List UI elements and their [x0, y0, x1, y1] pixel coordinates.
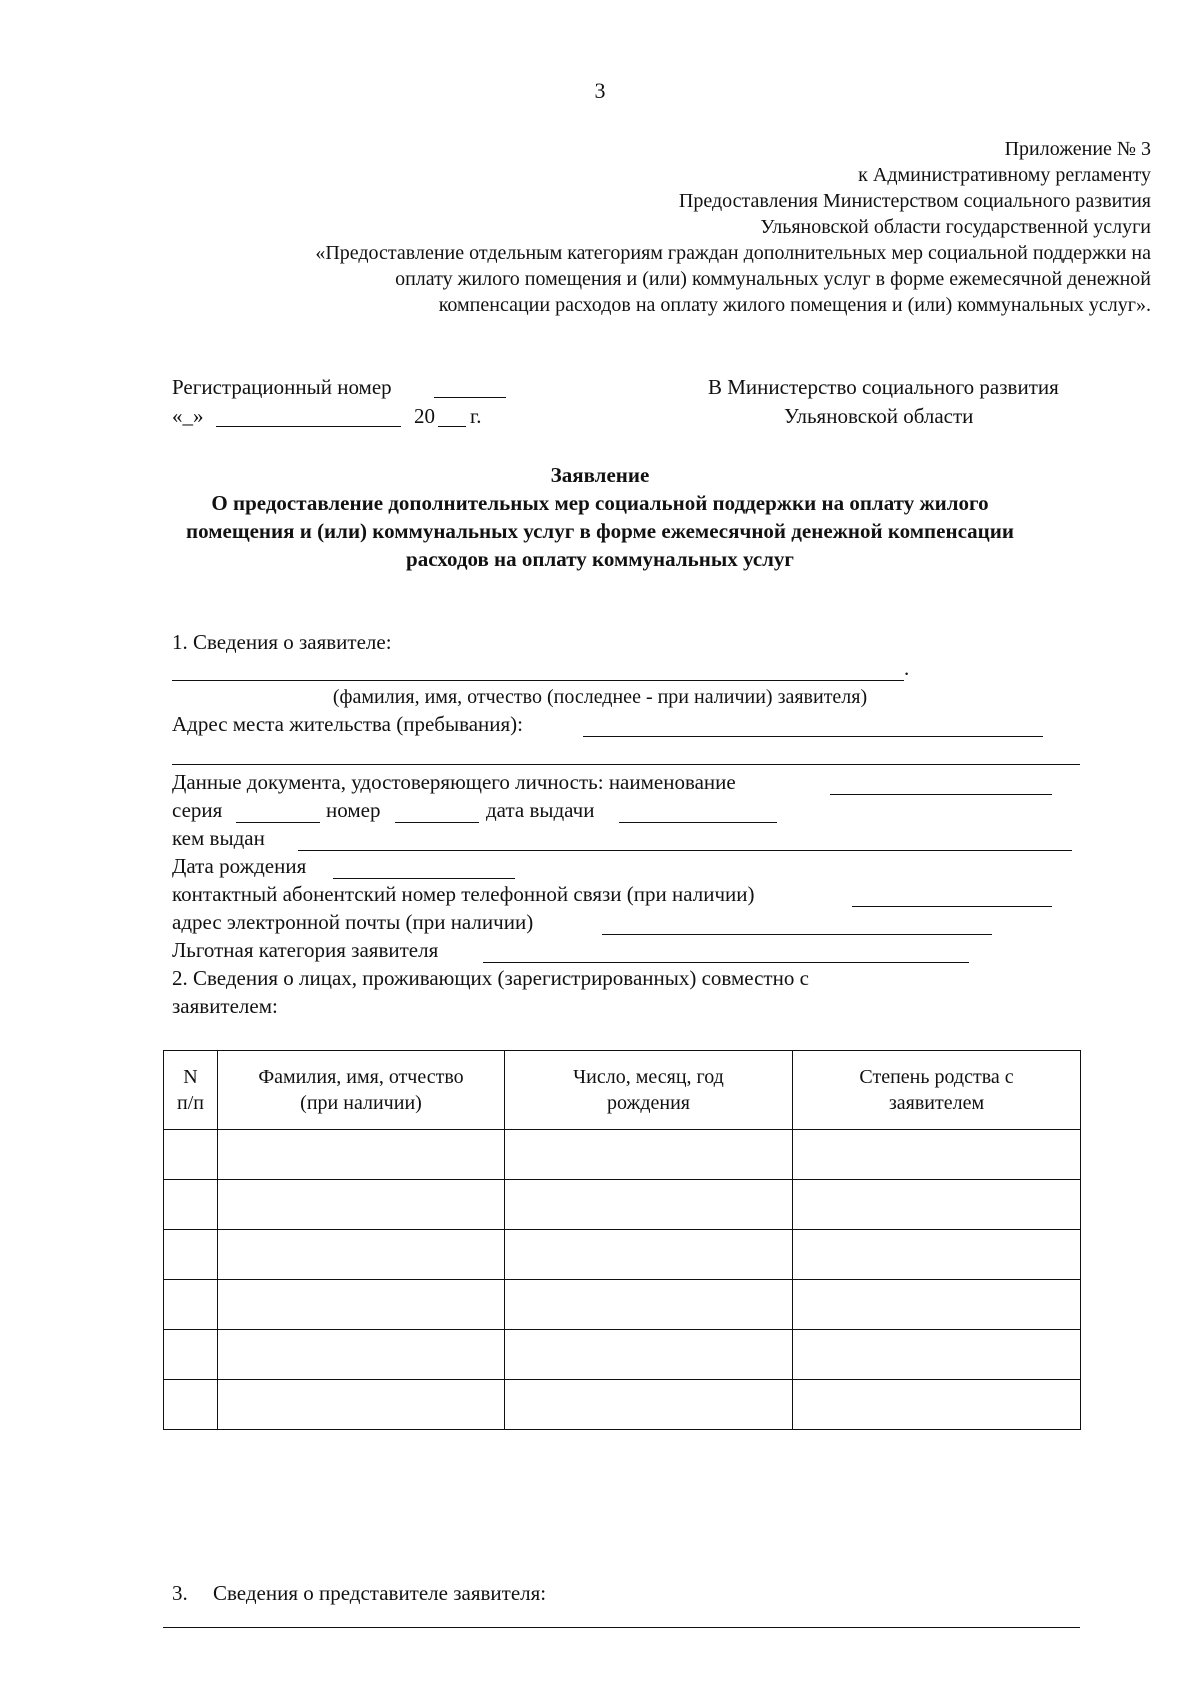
cell-full-name[interactable]: [218, 1230, 505, 1280]
issued-by-field[interactable]: [298, 850, 1072, 851]
cell-relationship[interactable]: [793, 1230, 1081, 1280]
cell-relationship[interactable]: [793, 1130, 1081, 1180]
annex-line: Приложение № 3: [1004, 138, 1151, 160]
section2-heading: 2. Сведения о лицах, проживающих (зарегистрированных) совместно с: [172, 966, 809, 990]
cell-number[interactable]: [164, 1180, 218, 1230]
cell-birth-date[interactable]: [505, 1230, 793, 1280]
applicant-name-end: .: [904, 656, 910, 680]
applicant-name-field[interactable]: [172, 680, 904, 681]
column-number-line: N: [183, 1066, 198, 1088]
address-field-continued[interactable]: [172, 764, 1080, 765]
cell-full-name[interactable]: [218, 1280, 505, 1330]
column-birth-date-line: Число, месяц, год: [573, 1066, 724, 1088]
title-line: О предоставление дополнительных мер социальной поддержки на оплату жилого: [211, 491, 989, 515]
representative-field[interactable]: [163, 1627, 1080, 1628]
number-field[interactable]: [395, 822, 479, 823]
column-full-name-line: (при наличии): [300, 1092, 422, 1114]
column-relationship-line: заявителем: [888, 1092, 985, 1114]
annex-line: оплату жилого помещения и (или) коммунальных услуг в форме ежемесячной денежной: [395, 268, 1151, 290]
address-label: Адрес места жительства (пребывания):: [172, 712, 524, 736]
column-relationship: [793, 1051, 1081, 1130]
cell-relationship[interactable]: [793, 1330, 1081, 1380]
registration-year-suffix: г.: [470, 404, 482, 428]
cell-birth-date[interactable]: [505, 1130, 793, 1180]
cell-number[interactable]: [164, 1330, 218, 1380]
number-label: номер: [326, 798, 381, 822]
cell-birth-date[interactable]: [505, 1180, 793, 1230]
registration-month-field[interactable]: [216, 426, 401, 427]
issue-date-field[interactable]: [619, 822, 777, 823]
cell-number[interactable]: [164, 1130, 218, 1180]
birth-date-label: Дата рождения: [172, 854, 307, 878]
column-birth-date: [505, 1051, 793, 1130]
page-number: 3: [594, 78, 606, 103]
title-heading: Заявление: [550, 463, 650, 487]
registration-number-label: Регистрационный номер: [172, 375, 392, 399]
section3-number: 3.: [172, 1581, 188, 1605]
section1-heading: 1. Сведения о заявителе:: [172, 630, 392, 654]
household-members-table: [163, 1050, 1081, 1430]
section2-heading-continued: заявителем:: [172, 994, 278, 1018]
id-doc-name-field[interactable]: [830, 794, 1052, 795]
issued-by-label: кем выдан: [172, 826, 265, 850]
birth-date-field[interactable]: [333, 878, 515, 879]
registration-year-field[interactable]: [438, 426, 466, 427]
table-row: [164, 1280, 1081, 1330]
annex-line: Ульяновской области государственной услуги: [760, 216, 1151, 238]
column-full-name-line: Фамилия, имя, отчество: [258, 1066, 464, 1088]
series-label: серия: [172, 798, 223, 822]
applicant-name-caption: (фамилия, имя, отчество (последнее - при наличии) заявителя): [332, 686, 868, 708]
phone-label: контактный абонентский номер телефонной связи (при наличии): [172, 882, 755, 906]
phone-field[interactable]: [852, 906, 1052, 907]
table-row: [164, 1380, 1081, 1430]
table-header-row: [164, 1051, 1081, 1130]
annex-line: Предоставления Министерством социального развития: [678, 190, 1151, 212]
cell-birth-date[interactable]: [505, 1380, 793, 1430]
cell-birth-date[interactable]: [505, 1330, 793, 1380]
cell-number[interactable]: [164, 1230, 218, 1280]
series-field[interactable]: [236, 822, 320, 823]
annex-line: к Административному регламенту: [858, 164, 1151, 186]
column-number-line: п/п: [177, 1092, 204, 1114]
addressee-line: Ульяновской области: [784, 404, 974, 428]
annex-line: компенсации расходов на оплату жилого помещения и (или) коммунальных услуг».: [438, 294, 1151, 316]
registration-year-prefix: 20: [414, 404, 435, 428]
address-field[interactable]: [583, 736, 1043, 737]
column-birth-date-line: рождения: [607, 1092, 690, 1114]
issue-date-label: дата выдачи: [486, 798, 595, 822]
cell-number[interactable]: [164, 1380, 218, 1430]
section3-heading: Сведения о представителе заявителя:: [213, 1581, 547, 1605]
cell-full-name[interactable]: [218, 1380, 505, 1430]
table-row: [164, 1180, 1081, 1230]
cell-relationship[interactable]: [793, 1380, 1081, 1430]
category-label: Льготная категория заявителя: [172, 938, 439, 962]
column-full-name: [218, 1051, 505, 1130]
email-label: адрес электронной почты (при наличии): [172, 910, 534, 934]
cell-number[interactable]: [164, 1280, 218, 1330]
title-line: помещения и (или) коммунальных услуг в форме ежемесячной денежной компенсации: [186, 519, 1014, 543]
table-row: [164, 1330, 1081, 1380]
cell-relationship[interactable]: [793, 1180, 1081, 1230]
cell-full-name[interactable]: [218, 1180, 505, 1230]
registration-date-open: «_»: [172, 404, 204, 428]
id-doc-label: Данные документа, удостоверяющего личность: наименование: [172, 770, 736, 794]
cell-relationship[interactable]: [793, 1280, 1081, 1330]
cell-birth-date[interactable]: [505, 1280, 793, 1330]
cell-full-name[interactable]: [218, 1130, 505, 1180]
category-field[interactable]: [483, 962, 969, 963]
title-line: расходов на оплату коммунальных услуг: [406, 547, 794, 571]
annex-line: «Предоставление отдельным категориям граждан дополнительных мер социальной поддержки на: [315, 242, 1151, 264]
email-field[interactable]: [602, 934, 992, 935]
cell-full-name[interactable]: [218, 1330, 505, 1380]
column-number: [164, 1051, 218, 1130]
table-row: [164, 1130, 1081, 1180]
addressee-line: В Министерство социального развития: [708, 375, 1059, 399]
registration-number-field[interactable]: [434, 397, 506, 398]
column-relationship-line: Степень родства с: [859, 1066, 1014, 1088]
table-row: [164, 1230, 1081, 1280]
